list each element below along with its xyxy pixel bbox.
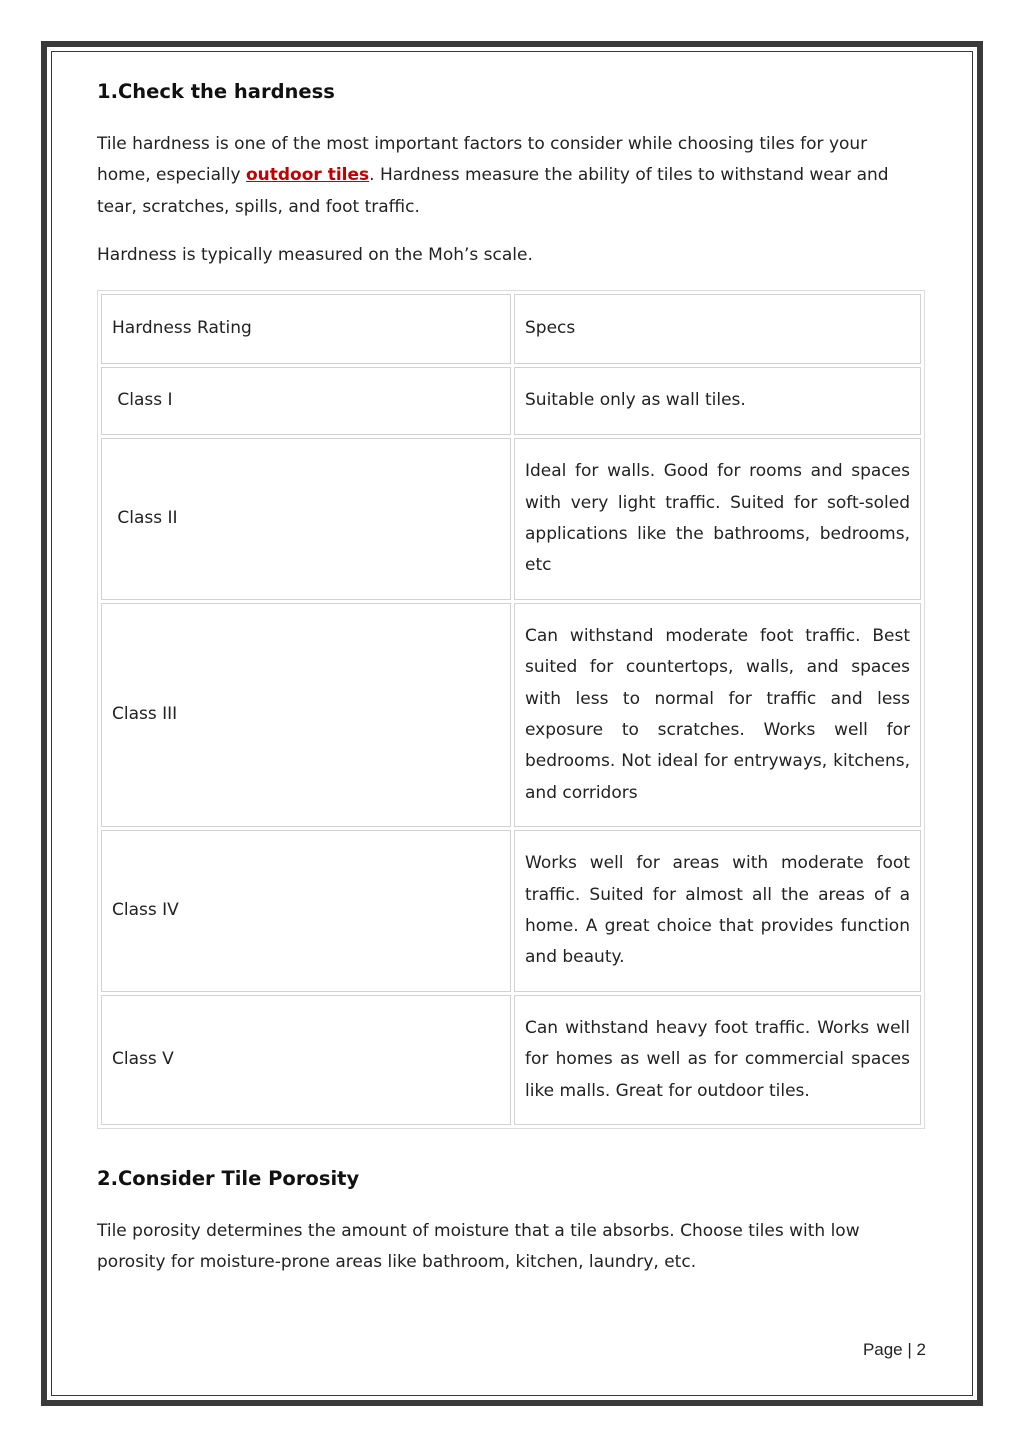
page-separator: | [907, 1340, 912, 1359]
table-row [101, 367, 921, 435]
rating-cell: Class V [101, 995, 511, 1125]
spec-cell: Works well for areas with moderate foot traffic. Suited for almost all the areas of a home. A great choice that provides function and beauty. [514, 830, 921, 992]
spec-cell: Can withstand heavy foot traffic. Works well for homes as well as for commercial spaces like malls. Great for outdoor tiles. [514, 995, 921, 1125]
rating-cell: Class IV [101, 830, 511, 992]
porosity-paragraph: Tile porosity determines the amount of moisture that a tile absorbs. Choose tiles with low porosity for moisture-prone areas like bathroom, kitchen, laundry, etc. [97, 1221, 860, 1273]
section-heading-hardness: 1.Check the hardness [97, 80, 335, 103]
table-row [101, 995, 921, 1125]
page-number-footer [700, 1340, 926, 1360]
hardness-intro-paragraph [97, 129, 925, 223]
spec-cell: Ideal for walls. Good for rooms and spaces with very light traffic. Suited for soft-soled applications like the bathrooms, bedrooms, etc [514, 438, 921, 600]
table-row [101, 603, 921, 827]
table-row [101, 438, 921, 600]
rating-cell: Class III [101, 603, 511, 827]
table-row [101, 830, 921, 992]
spec-cell: Suitable only as wall tiles. [514, 367, 921, 435]
rating-cell: Class II [101, 438, 511, 600]
intro-text-end: . Hardness measure the ability of tiles to withstand wear and tear, scratches, spills, and foot traffic. [97, 165, 889, 217]
rating-cell: Class I [101, 367, 511, 435]
header-hardness-rating: Hardness Rating [101, 294, 511, 364]
page-number: 2 [916, 1340, 926, 1359]
spec-cell: Can withstand moderate foot traffic. Best suited for countertops, walls, and spaces with less to normal for traffic and less exposure to scratches. Works well for bedrooms. Not ideal for entryways, kitchens, and corridors [514, 603, 921, 827]
section-heading-porosity: 2.Consider Tile Porosity [97, 1167, 360, 1190]
outdoor-tiles-link[interactable]: outdoor tiles [245, 165, 370, 186]
header-specs: Specs [514, 294, 921, 364]
table-header-row [101, 294, 921, 364]
mohs-scale-paragraph: Hardness is typically measured on the Moh’s scale. [97, 245, 533, 265]
intro-text-start: Tile hardness is one of the most important factors to consider while choosing tiles for your home, especially [97, 134, 868, 186]
hardness-table [97, 290, 925, 1129]
page-label: Page [862, 1340, 903, 1359]
